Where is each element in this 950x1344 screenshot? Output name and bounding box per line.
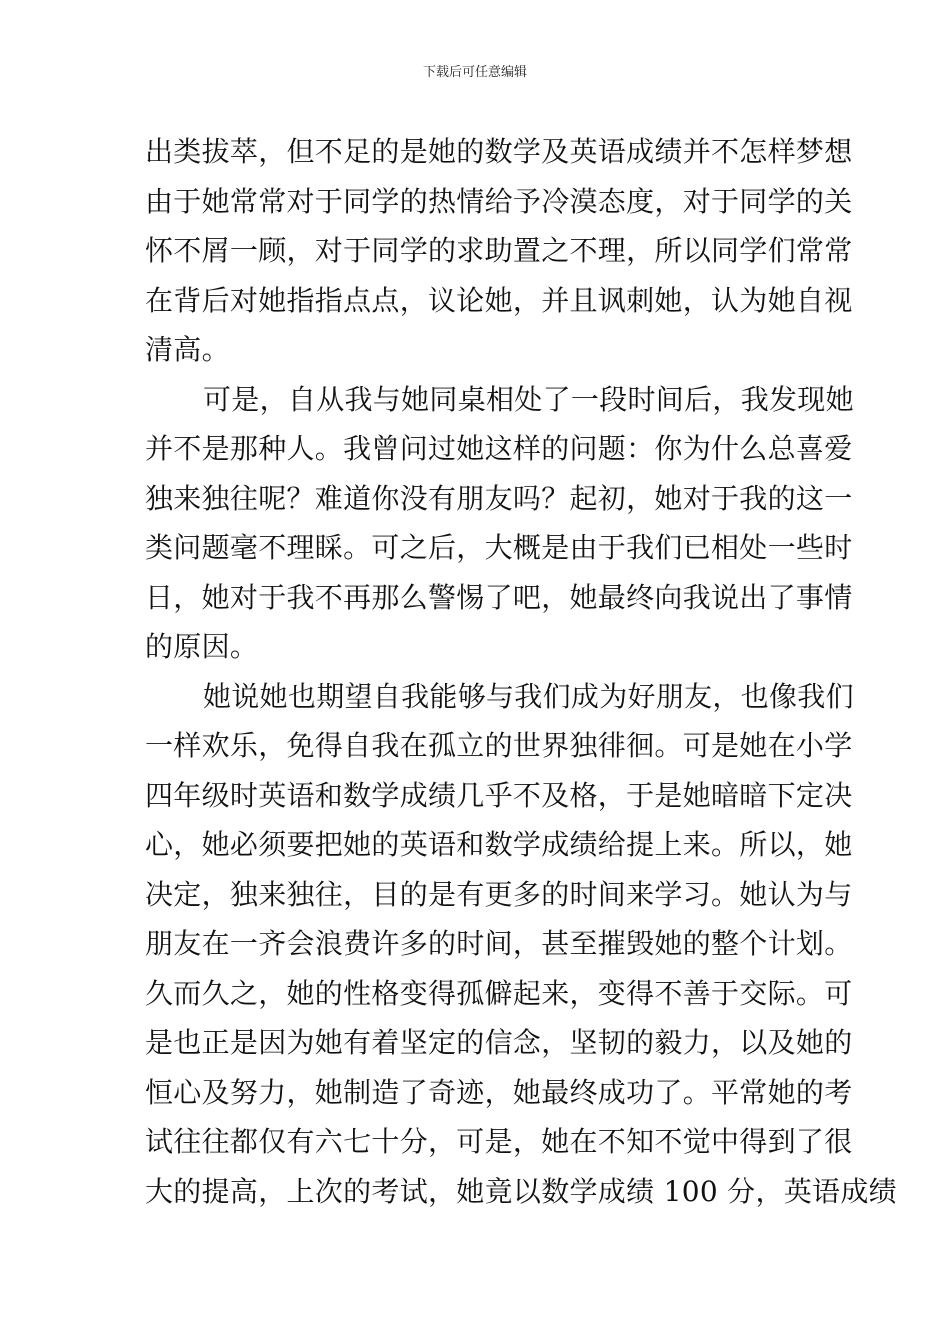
- paragraph: [145, 127, 853, 375]
- text-line: 心，她必须要把她的英语和数学成绩给提上来。所以，她: [145, 828, 853, 861]
- text-line: 的原因。: [145, 630, 259, 663]
- text-line: 一样欢乐，免得自我在孤立的世界独徘徊。可是她在小学: [145, 729, 853, 762]
- text-line: 类问题毫不理睬。可之后，大概是由于我们已相处一些时: [145, 531, 853, 564]
- text-line: 她说她也期望自我能够与我们成为好朋友，也像我们: [203, 679, 854, 713]
- text-line: 在背后对她指指点点，议论她，并且讽刺她，认为她自视: [145, 283, 853, 317]
- text-line: 并不是那种人。我曾问过她这样的问题：你为什么总喜爱: [145, 432, 853, 465]
- text-line: 是也正是因为她有着坚定的信念，坚韧的毅力，以及她的: [145, 1026, 853, 1059]
- document-body: [145, 127, 897, 1216]
- text-line: 久而久之，她的性格变得孤僻起来，变得不善于交际。可: [145, 976, 853, 1010]
- text-line: 大的提高，上次的考试，她竟以数学成绩 100 分，英语成绩: [145, 1174, 897, 1208]
- text-line: 清高。: [145, 333, 230, 366]
- text-line: 试往往都仅有六七十分，可是，她在不知不觉中得到了很: [145, 1125, 853, 1158]
- text-line: 决定，独来独往，目的是有更多的时间来学习。她认为与: [145, 877, 853, 911]
- paragraph: [145, 672, 897, 1217]
- text-line: 日，她对于我不再那么警惕了吧，她最终向我说出了事情: [145, 580, 853, 614]
- text-line: 四年级时英语和数学成绩几乎不及格，于是她暗暗下定决: [145, 778, 853, 812]
- text-line: 朋友在一齐会浪费许多的时间，甚至摧毁她的整个计划。: [145, 927, 853, 960]
- text-line: 出类拔萃，但不足的是她的数学及英语成绩并不怎样梦想: [145, 135, 853, 168]
- text-line: 由于她常常对于同学的热情给予冷漠态度，对于同学的关: [145, 184, 853, 218]
- text-line: 怀不屑一顾，对于同学的求助置之不理，所以同学们常常: [145, 234, 853, 267]
- paragraph: [145, 375, 854, 672]
- page-header: 下载后可任意编辑: [422, 65, 527, 80]
- text-line: 可是，自从我与她同桌相处了一段时间后，我发现她: [203, 382, 854, 416]
- text-line: 恒心及努力，她制造了奇迹，她最终成功了。平常她的考: [145, 1075, 853, 1109]
- text-line: 独来独往呢？难道你没有朋友吗？起初，她对于我的这一: [145, 481, 853, 515]
